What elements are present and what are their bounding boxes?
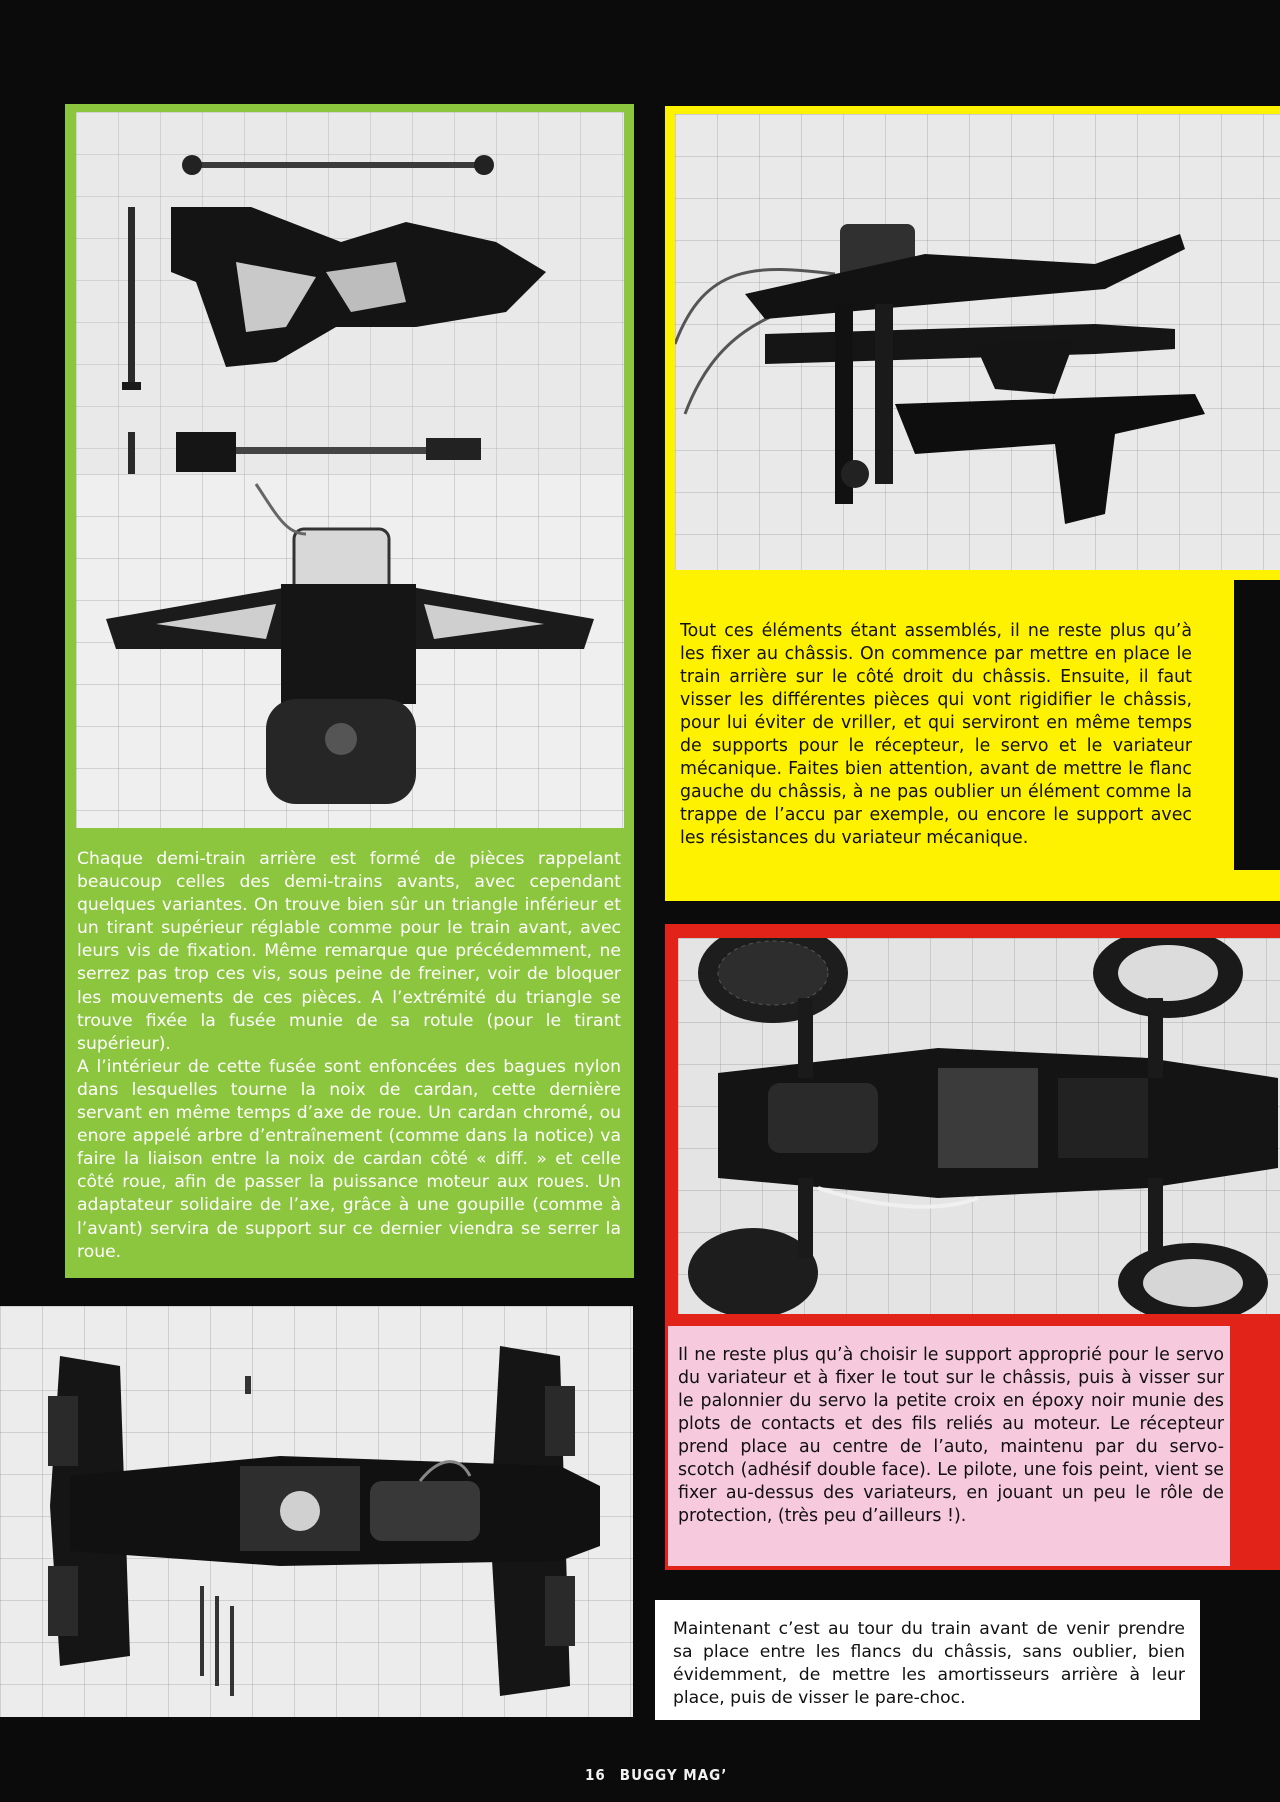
page-number: 16 xyxy=(585,1766,606,1784)
white-caption-text: Maintenant c’est au tour du train avant de venir prendre sa place entre les flancs du châssis, sans oublier, bien évidemment, de mettre les amortisseurs arrière à leur place, puis de visser le pare-choc. xyxy=(673,1619,1185,1708)
photo-full-chassis-top-view xyxy=(0,1306,633,1717)
photo-chassis-side-rails xyxy=(675,114,1280,570)
yellow-caption-text: Tout ces éléments étant assemblés, il ne reste plus qu’à les fixer au châssis. On commence par mettre en place le train arrière sur le côté droit du châssis. Ensuite, il faut visser les différentes pièces qui vont rigidifier le châssis, pour lui éviter de vriller, et qui serviront en même temps de supports pour le récepteur, le servo et le variateur mécanique. Faites bien attention, avant de mettre le flanc gauche du châssis, à ne pas oublier un élément comme la trappe de l’accu par exemple, ou encore le support avec les résistances du variateur mécanique. xyxy=(680,621,1192,848)
photo-rear-axle-assembly xyxy=(76,474,624,828)
page-footer xyxy=(585,1766,741,1784)
photo-chassis-with-wheels xyxy=(678,938,1280,1314)
green-caption-text: Chaque demi-train arrière est formé de pièces rappelant beaucoup celles des demi-trains avants, avec cependant quelques variantes. On trouve bien sûr un triangle inférieur et un tirant supérieur réglable comme pour le train avant, avec leurs vis de fixation. Même remarque que précédemment, ne serrez pas trop ces vis, sous peine de freiner, voir de bloquer les mouvements de ces pièces. A l’extrémité du triangle se trouve fixée la fusée munie de sa rotule (pour le tirant supérieur). A l’intérieur de cette fusée sont enfoncées des bagues nylon dans lesquelles tourne la noix de cardan, cette dernière servant en même temps d’axe de roue. Un cardan chromé, ou enore appelé arbre d’entraînement (comme dans la notice) va faire la liaison entre la noix de cardan côté « diff. » et celle côté roue, afin de passer la puissance moteur aux roues. Un adaptateur solidaire de l’axe, grâce à une goupille (comme à l’avant) servira de support sur ce dernier viendra se serrer la roue. xyxy=(77,849,621,1262)
photo-rear-suspension-parts xyxy=(76,112,624,474)
pink-caption-text: Il ne reste plus qu’à choisir le support approprié pour le servo du variateur et à fixer le tout sur le châssis, puis à visser sur le palonnier du servo la petite croix en époxy noir munie des plots de contacts et des fils reliés au moteur. Le récepteur prend place au centre de l’auto, maintenu par du servo-scotch (adhésif double face). Le pilote, une fois peint, vient se fixer au-dessus des variateurs, en jouant un peu le rôle de protection, (très peu d’ailleurs !). xyxy=(678,1345,1224,1526)
magazine-name: BUGGY MAG’ xyxy=(619,1766,728,1784)
yellow-panel-black-strip xyxy=(1234,580,1280,870)
